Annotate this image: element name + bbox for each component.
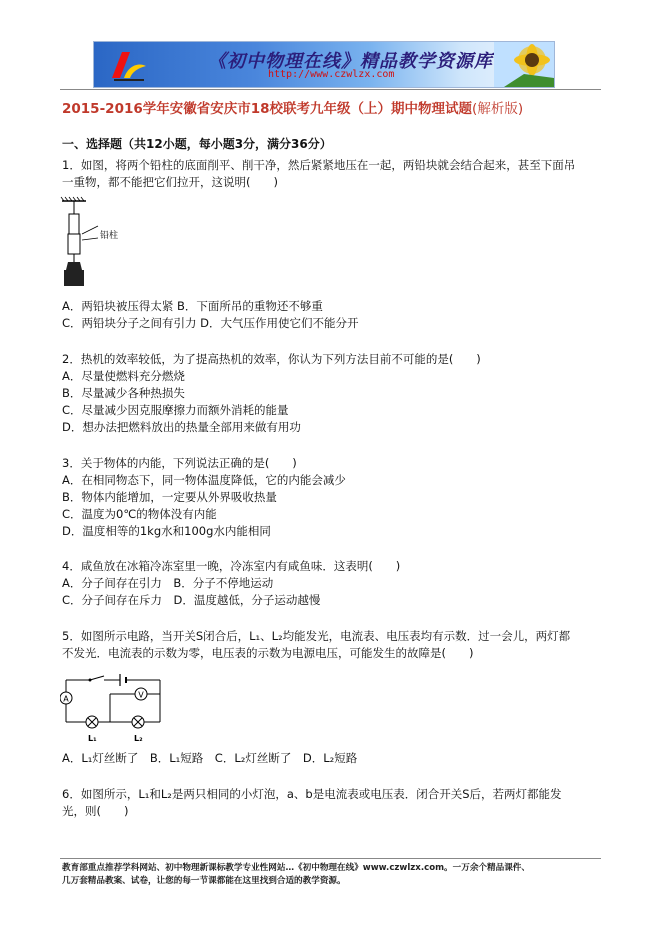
ammeter-icon: A: [63, 694, 69, 704]
q5-options: A．L₁灯丝断了 B．L₁短路 C．L₂灯丝断了 D．L₂短路: [62, 751, 358, 765]
q4-options-cd: C．分子间存在斥力 D．温度越低，分子运动越慢: [62, 593, 321, 607]
page-footer: [62, 862, 602, 888]
q3-stem: 3．关于物体的内能，下列说法正确的是( ): [62, 456, 297, 470]
q1-options-cd: C．两铅块分子之间有引力 D．大气压作用使它们不能分开: [62, 316, 359, 330]
header-divider: [60, 89, 601, 90]
q1-stem-line1: 1．如图，将两个铅柱的底面削平、削干净，然后紧紧地压在一起，两铅块就会结合起来，甚至下面吊: [62, 158, 576, 172]
page-title: [62, 97, 602, 117]
figure-label-lead: 铅柱: [100, 231, 119, 241]
banner-title: 《初中物理在线》精品教学资源库: [208, 51, 493, 72]
q5-stem-line1: 5．如图所示电路，当开关S闭合后，L₁、L₂均能发光，电流表、电压表均有示数．过一会儿，两灯都: [62, 629, 571, 643]
sunflower-icon: [494, 42, 554, 87]
label-l2: L₂: [134, 734, 143, 743]
section-heading: 一、选择题（共12小题，每小题3分，满分36分）: [62, 137, 332, 151]
q2-option-c: C．尽量减少因克服摩擦力而额外消耗的能量: [62, 403, 289, 417]
voltmeter-icon: V: [138, 690, 144, 700]
q4-stem: 4．咸鱼放在冰箱冷冻室里一晚，冷冻室内有咸鱼味．这表明( ): [62, 559, 401, 573]
banner-url[interactable]: http://www.czwlzx.com: [268, 69, 395, 80]
q1-stem-line2: 一重物，都不能把它们拉开，这说明( ): [62, 175, 278, 189]
q1-options-ab: A．两铅块被压得太紧 B．下面所吊的重物还不够重: [62, 299, 323, 313]
q6-stem-line2: 光，则( ): [62, 804, 129, 818]
q3-option-d: D．温度相等的1kg水和100g水内能相同: [62, 524, 271, 538]
q2-option-a: A．尽量使燃料充分燃烧: [62, 369, 185, 383]
lead-cylinder-figure: [60, 196, 140, 296]
q6-stem-line1: 6．如图所示，L₁和L₂是两只相同的小灯泡，a、b是电流表或电压表．闭合开关S后，若两灯都能发: [62, 787, 562, 801]
q5-stem-line2: 不发光．电流表的示数为零，电压表的示数为电源电压，可能发生的故障是( ): [62, 646, 474, 660]
q4-options-ab: A．分子间存在引力 B．分子不停地运动: [62, 576, 274, 590]
q3-option-a: A．在相同物态下，同一物体温度降低，它的内能会减少: [62, 473, 346, 487]
site-logo-icon: [108, 48, 148, 82]
footer-line2: 几万套精品教案、试卷，让您的每一节课都能在这里找到合适的教学资源。: [62, 876, 346, 886]
q3-option-b: B．物体内能增加，一定要从外界吸收热量: [62, 490, 277, 504]
q2-option-d: D．想办法把燃料放出的热量全部用来做有用功: [62, 420, 301, 434]
circuit-diagram: [60, 662, 170, 748]
q2-stem: 2．热机的效率较低，为了提高热机的效率，你认为下列方法目前不可能的是( ): [62, 352, 481, 366]
footer-line1: 教育部重点推荐学科网站、初中物理新课标教学专业性网站…《初中物理在线》www.czwlzx.com。一万余个精品课件、: [62, 863, 530, 873]
footer-divider: [60, 858, 601, 859]
q3-option-c: C．温度为0℃的物体没有内能: [62, 507, 217, 521]
title-main: 2015-2016学年安徽省安庆市18校联考九年级（上）期中物理试题: [62, 101, 473, 117]
header-banner: [93, 41, 555, 88]
title-suffix: (解析版): [472, 101, 524, 117]
q2-option-b: B．尽量减少各种热损失: [62, 386, 185, 400]
label-l1: L₁: [88, 734, 97, 743]
